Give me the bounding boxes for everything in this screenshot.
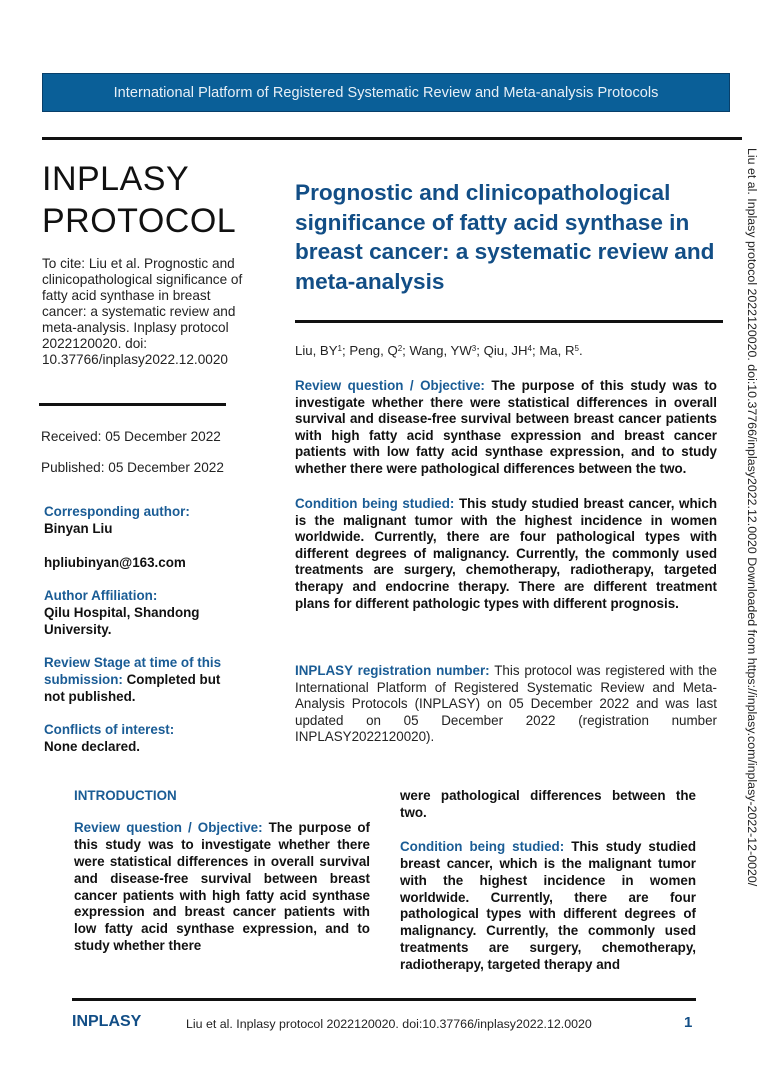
footer-divider bbox=[72, 998, 696, 1001]
abstract-objective-text: The purpose of this study was to investigate whether there were statistical differences in overall survival and disease-free survival between breast cancer patients with high fatty acid synthase expression and breast cancer patients with low fatty acid synthase expression, and to study whether there were pathological differences between the two. bbox=[295, 378, 717, 476]
registration-text: This protocol was registered with the International Platform of Registered Systematic Review and Meta-Analysis Protocols (INPLASY) on 05 December 2022 and was last updated on 05 December 2022 (registration number INPLASY2022120020). bbox=[295, 663, 717, 745]
abstract-condition-text: This study studied breast cancer, which is the malignant tumor with the highest incidence in women worldwide. Currently, there are four pathological types with different degrees of malignancy. Currently, the commonly used treatments are surgery, chemotherapy, radiotherapy, targeted therapy and endocrine therapy. There are different treatment plans for different pathologic types with different prognosis. bbox=[295, 496, 718, 611]
conflicts-value: None declared. bbox=[44, 739, 140, 754]
footer-citation: Liu et al. Inplasy protocol 2022120020. doi:10.37766/inplasy2022.12.0020 bbox=[186, 1017, 592, 1031]
author-list bbox=[295, 343, 583, 358]
brand-line-1: INPLASY bbox=[42, 160, 190, 198]
conflicts-of-interest bbox=[44, 721, 244, 755]
author-email-link[interactable]: hpliubinyan@163.com bbox=[44, 555, 186, 570]
abstract-condition-label: Condition being studied: bbox=[295, 496, 455, 511]
body-objective-text: The purpose of this study was to investigate whether there were statistical differences in overall survival and disease-free survival between breast cancer patients with high fatty acid synthase expression and breast cancer patients with low fatty acid synthase expression, and to study whether there bbox=[74, 819, 370, 954]
margin-download-text: Liu et al. Inplasy protocol 2022120020. doi:10.37766/inplasy2022.12.0020 Downloaded from https://inplasy.com/inplasy-2022-12-0020/ bbox=[745, 148, 759, 887]
body-condition bbox=[400, 839, 696, 974]
author: Ma, $R^5$. bbox=[539, 343, 583, 358]
review-stage-value: Completed but not published. bbox=[44, 672, 221, 704]
corresponding-author-label: Corresponding author: bbox=[44, 504, 190, 519]
article-title: Prognostic and clinicopathological significance of fatty acid synthase in breast cancer: a systematic review and meta-analysis bbox=[295, 180, 715, 294]
body-objective-label: Review question / Objective: bbox=[74, 819, 263, 835]
brand-line-2: PROTOCOL bbox=[42, 202, 237, 240]
author: Qiu, $JH^4$; bbox=[483, 343, 540, 358]
author-affiliation bbox=[44, 587, 244, 638]
conflicts-label: Conflicts of interest: bbox=[44, 722, 175, 737]
abstract-condition bbox=[295, 496, 717, 612]
body-column-right bbox=[400, 788, 696, 974]
header-banner bbox=[42, 73, 730, 112]
affiliation-value: Qilu Hospital, Shandong University. bbox=[44, 605, 200, 637]
affiliation-label: Author Affiliation: bbox=[44, 588, 158, 603]
footer-brand: INPLASY bbox=[72, 1013, 142, 1030]
registration-info bbox=[295, 663, 717, 746]
body-objective-continued: were pathological differences between the two. bbox=[400, 788, 696, 820]
abstract-objective bbox=[295, 378, 717, 478]
review-stage-label: Review Stage at time of this submission: bbox=[44, 655, 222, 687]
author: Peng, $Q^2$; bbox=[349, 343, 410, 358]
top-divider bbox=[42, 137, 742, 140]
page-number: 1 bbox=[684, 1014, 693, 1031]
banner-text: International Platform of Registered Systematic Review and Meta-analysis Protocols bbox=[113, 84, 659, 101]
body-condition-text: This study studied breast cancer, which is the malignant tumor with the highest incidence in women worldwide. Currently, there are four pathological types with different degrees of malignancy. Currently, the commonly used treatments are surgery, chemotherapy, radiotherapy, targeted therapy and bbox=[400, 838, 696, 973]
review-stage bbox=[44, 654, 244, 705]
protocol-brand bbox=[42, 158, 236, 242]
author: Wang, $YW^3$; bbox=[409, 343, 484, 358]
corresponding-author bbox=[44, 503, 244, 537]
citation-text: To cite: Liu et al. Prognostic and clinicopathological significance of fatty acid synthase in breast cancer: a systematic review and meta-analysis. Inplasy protocol 2022120020. doi: 10.37766/inplasy2022.12.0020 bbox=[42, 256, 243, 367]
author-email bbox=[44, 554, 244, 571]
sidebar-divider bbox=[39, 403, 226, 406]
body-condition-label: Condition being studied: bbox=[400, 838, 565, 854]
title-divider bbox=[295, 320, 723, 323]
received-date: Received: 05 December 2022 bbox=[41, 429, 221, 444]
abstract-objective-label: Review question / Objective: bbox=[295, 378, 485, 393]
body-column-left bbox=[74, 788, 370, 955]
margin-download-note bbox=[742, 148, 762, 948]
corresponding-author-name: Binyan Liu bbox=[44, 521, 113, 536]
introduction-heading: INTRODUCTION bbox=[74, 788, 177, 803]
published-date: Published: 05 December 2022 bbox=[41, 460, 224, 475]
registration-label: INPLASY registration number: bbox=[295, 663, 490, 678]
author: Liu, $BY^1$; bbox=[295, 343, 350, 358]
